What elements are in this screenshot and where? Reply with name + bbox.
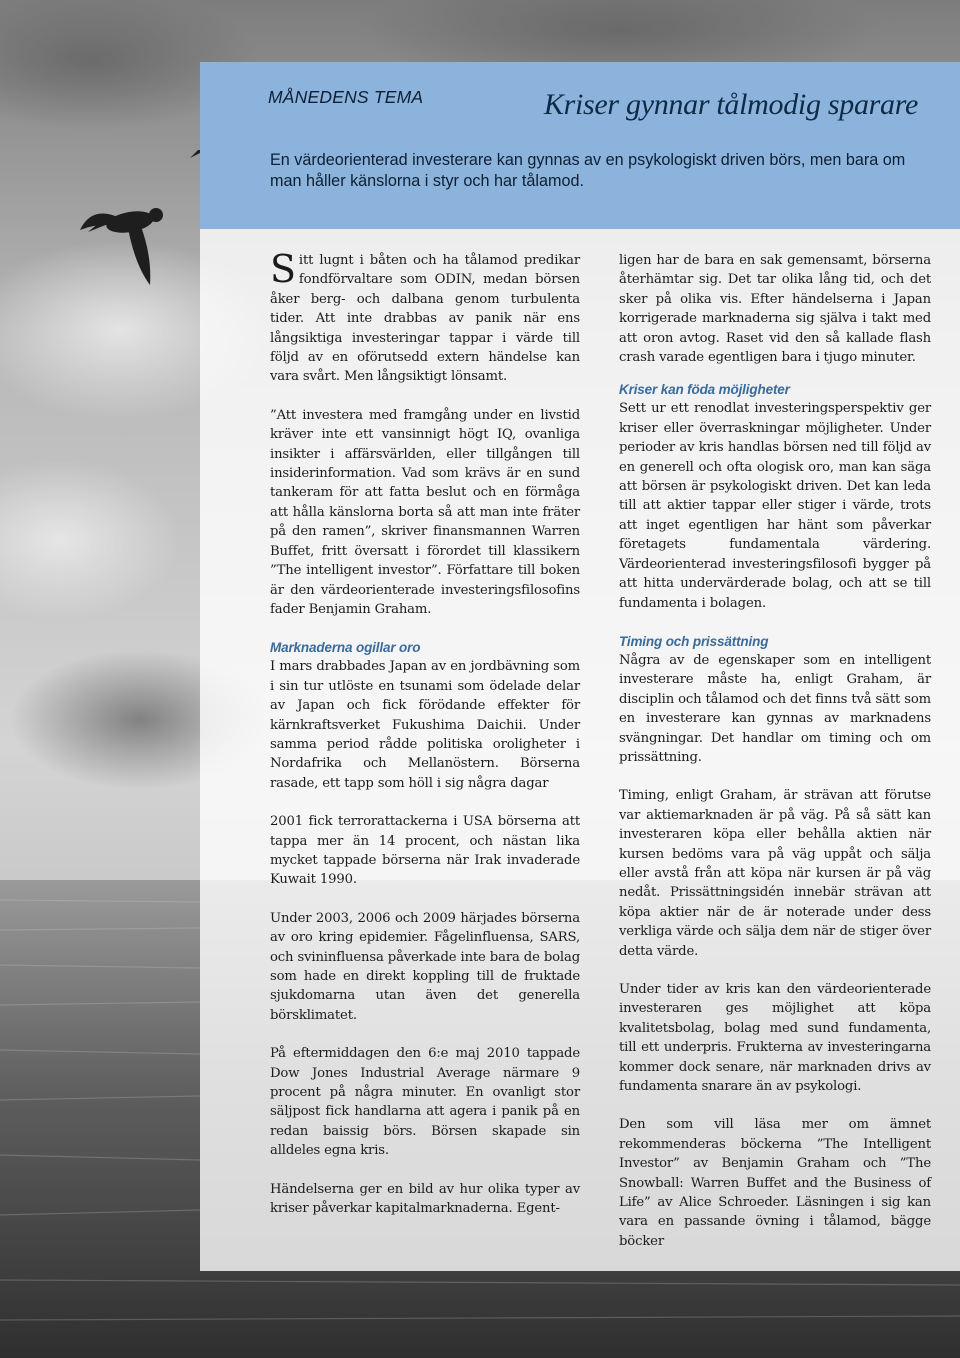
paragraph: Timing, enligt Graham, är strävan att förutse var aktiemarknaden är på väg. På så sätt kan investeraren köpa eller behålla aktien när kursen bedöms vara på väg uppåt och sälja eller avstå från att köpa när kursen är på väg nedåt. Prissättningsidén innebär strävan att köpa aktier när de är noterade under dess verkliga värde och sälja dem när de stiger över detta värde. [619,788,931,959]
paragraph: Händelserna ger en bild av hur olika typer av kriser påverkar kapitalmarknaderna. Egent- [270,1181,580,1217]
intro-text: itt lugnt i båten och ha tålamod predikar fondförvaltare som ODIN, medan börsen åker berg- och dalbana genom turbulenta tider. Att inte drabbas av panik när ens långsiktiga investeringar tappar i värde till följd av en oförutsedd extern händelse kan vara svårt. Men långsiktigt lönsamt. [270,253,580,385]
paragraph: På eftermiddagen den 6:e maj 2010 tappade Dow Jones Industrial Average närmare 9 procent på några minuter. En ovanligt stor säljpost fick handlarna att agera i panik på en redan baissig börs. Börsen skapade sin alldeles egna kris. [270,1046,580,1159]
paragraph: Under tider av kris kan den värdeorienterade investeraren ges möjlighet att köpa kvalitetsbolag, bolag med sund fundamenta, till ett underpris. Frukterna av investeringarna kommer dock senare, när marknaden drivs av fundamenta snarare än av psykologi. [619,982,931,1095]
paragraph: Några av de egenskaper som en intelligent investerare måste ha, enligt Graham, är disciplin och tålamod och det finns två sätt som en investerare kan gynnas av marknadens svängningar. Det handlar om timing och om prissättning. [619,652,931,765]
article-body [200,229,960,1271]
column-left [270,247,580,1237]
paragraph: Sett ur ett renodlat investeringsperspektiv ger kriser eller överraskningar möjligheter. Under perioder av kris handlas börsen ned till följd av en generell och ofta ologisk oro, man kan säga att börsen är psykologiskt driven. Det kan leda till att aktier tappar eller stiger i värde, trots att inget egentligen har hänt som påverkar företagets fundamentala värdering. Värdeorienterad investeringsfilosofi bygger på att hitta undervärderade bolag, och att se till fundamenta i bolagen. [619,401,931,611]
paragraph: 2001 fick terrorattackerna i USA börserna att tappa mer än 14 procent, och nästan lika mycket tappade börserna när Irak invaderade Kuwait 1990. [270,814,580,888]
header-band [200,62,960,229]
subhead-markets: Marknaderna ogillar oro [270,640,421,656]
column-right [619,251,931,1270]
intro-paragraph [270,247,580,387]
lead-paragraph: En värdeorienterad investerare kan gynnas av en psykologiskt driven börs, men bara om man håller känslorna i styr och har tålamod. [270,151,906,190]
quote-paragraph: ”Att investera med framgång under en livstid kräver inte ett vansinnigt högt IQ, ovanliga insikter i affärsvärlden, eller tillgången till insiderinformation. Vad som krävs är en sund tankeram för att fatta beslut och en förmåga att hålla känslorna borta så att man inte fräter på den ramen”, skriver finansmannen Warren Buffet, fritt översatt i förordet till klassikern ”The intelligent investor”. Författare till boken är den värdeorienterade investeringsfilosofins fader Benjamin Graham. [270,407,580,617]
paragraph: ligen har de bara en sak gemensamt, börserna återhämtar sig. Det tar olika lång tid, och det sker på olika vis. Efter händelserna i Japan korrigerade marknaderna sig själva i takt med att oron avtog. Raset vid den så kallade flash crash varade egentligen bara i tjugo minuter. [619,253,931,366]
paragraph: Under 2003, 2006 och 2009 härjades börserna av oro kring epidemier. Fågelinfluensa, SARS, och svininfluensa påverkade inte bara de bolag som hade en direkt koppling till de fruktade sjukdomarna utan även det generella börsklimatet. [270,910,580,1023]
subhead-timing: Timing och prissättning [619,633,769,649]
paragraph: Den som vill läsa mer om ämnet rekommenderas böckerna ”The Intelligent Investor” av Benjamin Graham och ”The Snowball: Warren Buffet and the Business of Life” av Alice Schroeder. Läsningen i sig kan vara en passande övning i tålamod, bägge böcker [619,1117,931,1249]
section-label: MÅNEDENS TEMA [268,87,424,107]
paragraph: I mars drabbades Japan av en jordbävning som i sin tur utlöste en tsunami som ödelade delar av Japan och fick förödande effekter för kärnkraftsverket Fukushima Daichii. Under samma period rådde politiska oroligheter i Nordafrika och Mellanöstern. Börserna rasade, ett tapp som höll i sig några dagar [270,659,580,791]
subhead-opportunities: Kriser kan föda möjligheter [619,382,790,398]
headline: Kriser gynnar tålmodig sparare [543,88,918,121]
drop-cap: S [270,247,296,291]
